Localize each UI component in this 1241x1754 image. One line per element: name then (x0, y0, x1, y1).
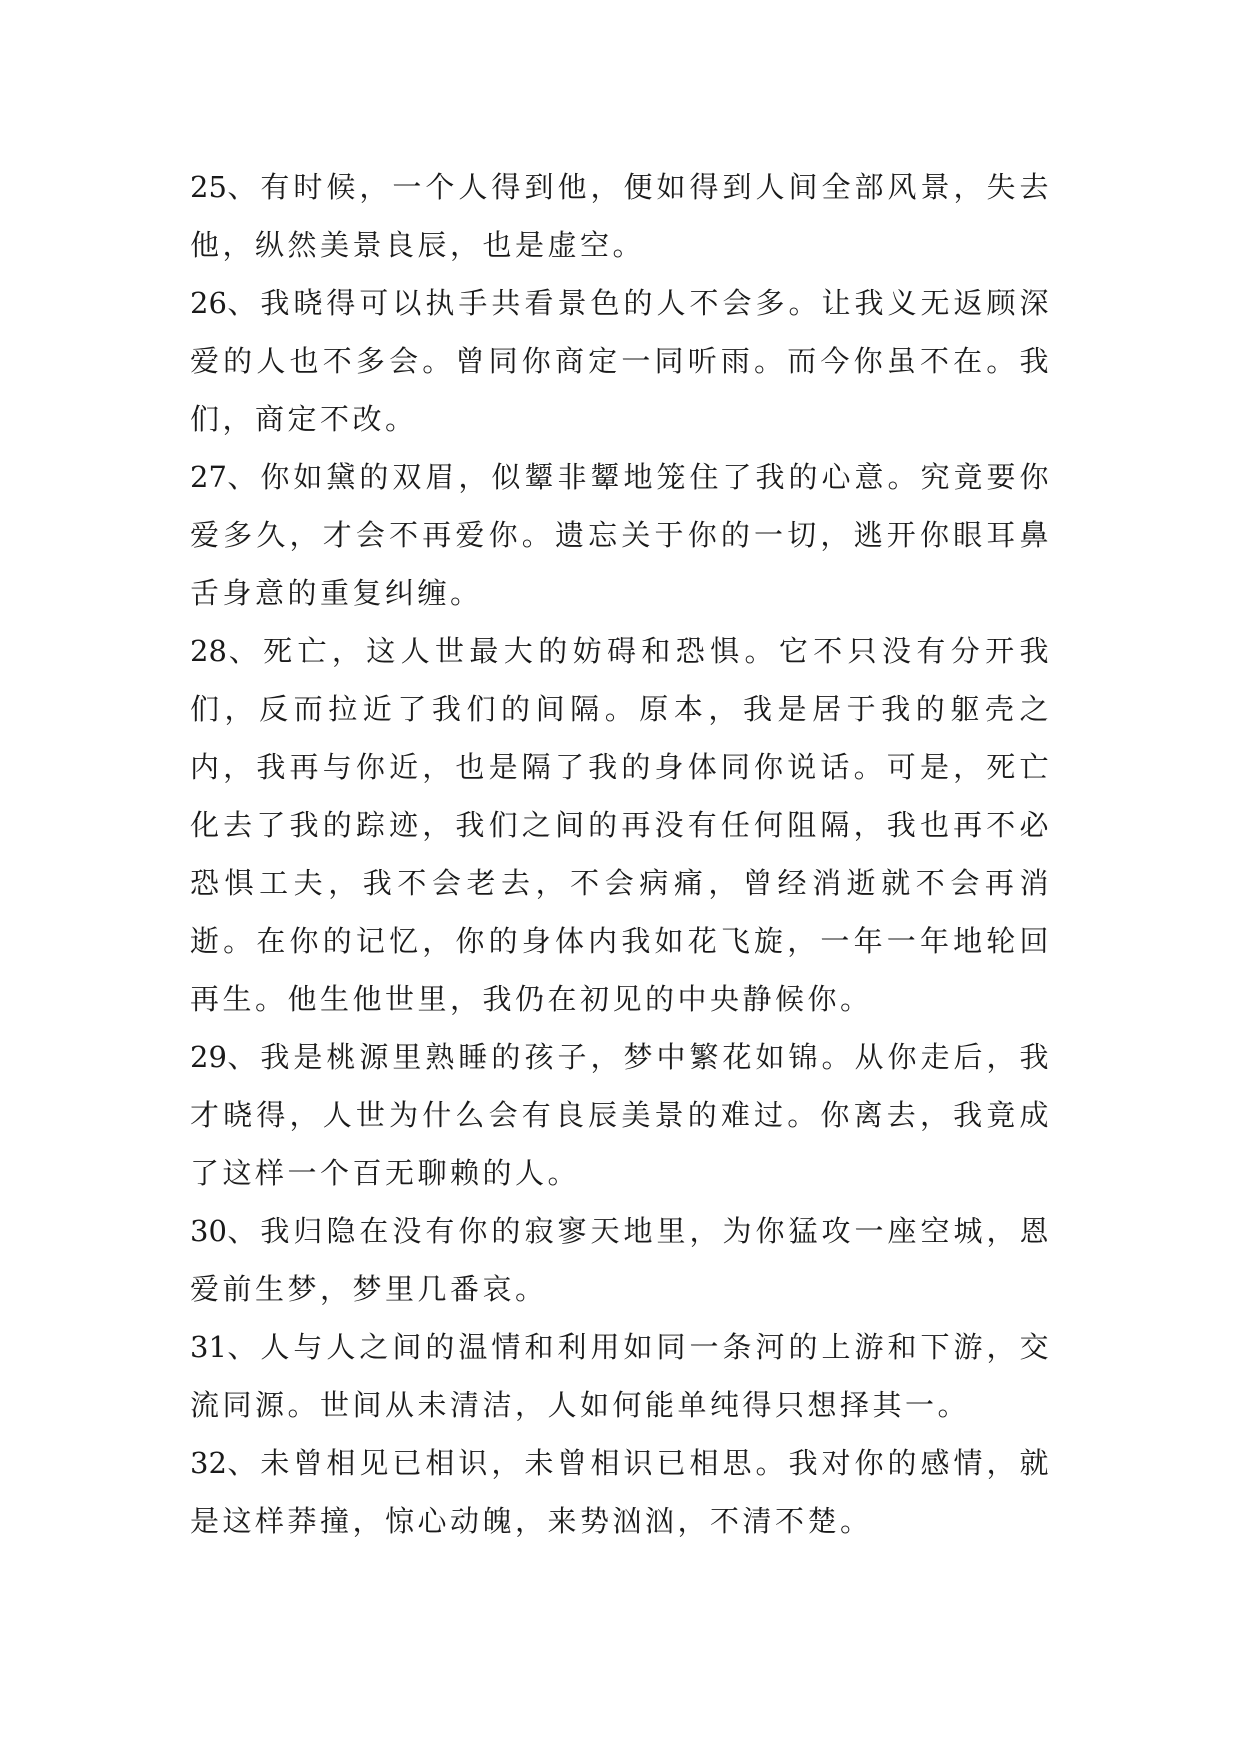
entry-text: 、未曾相见已相识，未曾相识已相思。我对你的感情，就是这样莽撞，惊心动魄，来势汹汹，不清不楚。 (190, 1446, 1052, 1538)
entry-30 (190, 1202, 1052, 1318)
entry-number: 25 (190, 170, 227, 204)
entry-31 (190, 1318, 1052, 1434)
entry-text: 、有时候，一个人得到他，便如得到人间全部风景，失去他，纵然美景良辰，也是虚空。 (190, 170, 1052, 262)
entry-number: 26 (190, 286, 227, 320)
entry-32 (190, 1434, 1052, 1550)
entry-text: 、你如黛的双眉，似颦非颦地笼住了我的心意。究竟要你爱多久，才会不再爱你。遗忘关于你的一切，逃开你眼耳鼻舌身意的重复纠缠。 (190, 460, 1052, 610)
entry-text: 、我是桃源里熟睡的孩子，梦中繁花如锦。从你走后，我才晓得，人世为什么会有良辰美景的难过。你离去，我竟成了这样一个百无聊赖的人。 (190, 1040, 1052, 1190)
entry-number: 30 (190, 1214, 227, 1248)
entry-number: 27 (190, 460, 227, 494)
entry-27 (190, 448, 1052, 622)
entry-29 (190, 1028, 1052, 1202)
entry-number: 29 (190, 1040, 227, 1074)
entry-text: 、人与人之间的温情和利用如同一条河的上游和下游，交流同源。世间从未清洁，人如何能单纯得只想择其一。 (190, 1330, 1052, 1422)
entry-28 (190, 622, 1052, 1028)
entry-text: 、我晓得可以执手共看景色的人不会多。让我义无返顾深爱的人也不多会。曾同你商定一同听雨。而今你虽不在。我们，商定不改。 (190, 286, 1052, 436)
entry-25 (190, 158, 1052, 274)
entry-number: 28 (190, 634, 227, 668)
entry-text: 、我归隐在没有你的寂寥天地里，为你猛攻一座空城，恩爱前生梦，梦里几番哀。 (190, 1214, 1052, 1306)
entry-26 (190, 274, 1052, 448)
entry-number: 31 (190, 1330, 227, 1364)
document-body (190, 158, 1052, 1550)
entry-text: 、死亡，这人世最大的妨碍和恐惧。它不只没有分开我们，反而拉近了我们的间隔。原本，我是居于我的躯壳之内，我再与你近，也是隔了我的身体同你说话。可是，死亡化去了我的踪迹，我们之间的再没有任何阻隔，我也再不必恐惧工夫，我不会老去，不会病痛，曾经消逝就不会再消逝。在你的记忆，你的身体内我如花飞旋，一年一年地轮回再生。他生他世里，我仍在初见的中央静候你。 (190, 634, 1052, 1016)
entry-number: 32 (190, 1446, 227, 1480)
